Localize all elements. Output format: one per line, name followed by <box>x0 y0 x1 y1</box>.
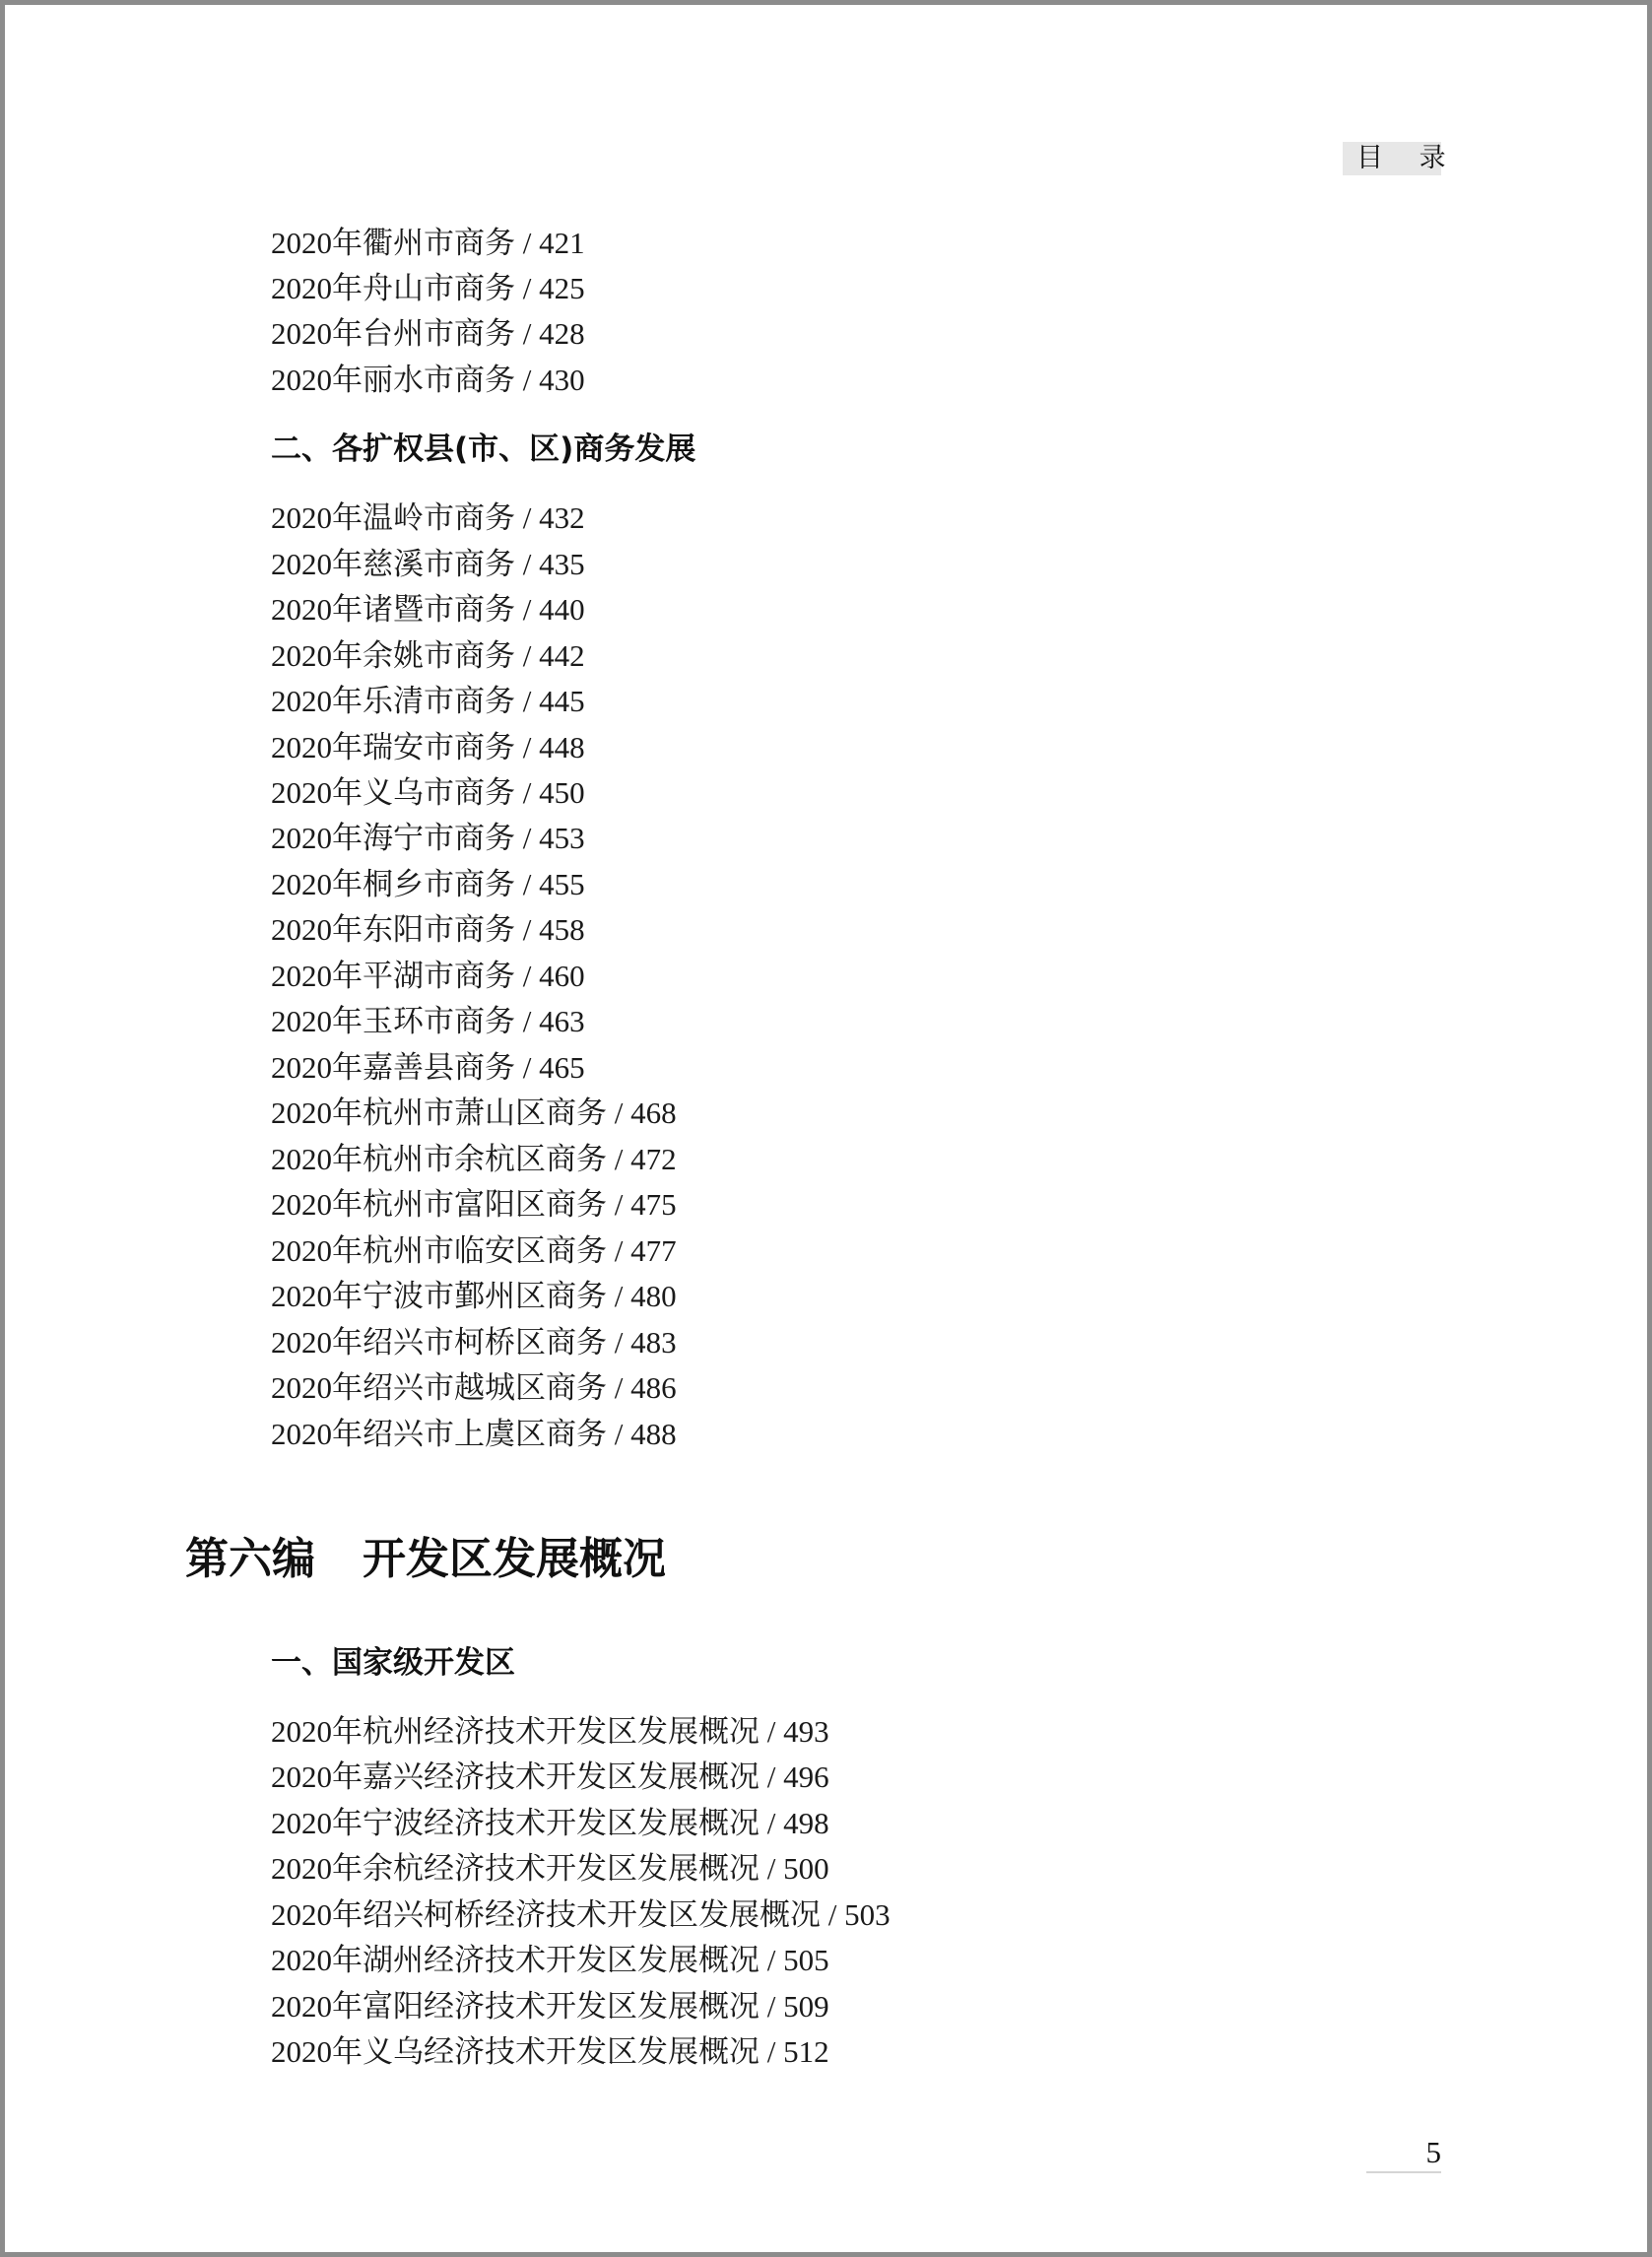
toc-entry: 2020年宁波市鄞州区商务 / 480 <box>271 1279 677 1313</box>
toc-entry: 2020年丽水市商务 / 430 <box>271 363 585 397</box>
toc-entry: 2020年杭州市余杭区商务 / 472 <box>271 1142 677 1176</box>
toc-entry: 2020年东阳市商务 / 458 <box>271 912 585 947</box>
toc-entry: 2020年桐乡市商务 / 455 <box>271 867 585 901</box>
page-number: 5 <box>1425 2135 1441 2169</box>
toc-entry: 2020年慈溪市商务 / 435 <box>271 547 585 581</box>
running-header-contents: 目 录 <box>1343 142 1441 175</box>
toc-entry: 2020年宁波经济技术开发区发展概况 / 498 <box>271 1806 829 1840</box>
part-number: 第六编 <box>185 1534 315 1584</box>
toc-entry: 2020年绍兴柯桥经济技术开发区发展概况 / 503 <box>271 1897 891 1932</box>
toc-entry: 2020年海宁市商务 / 453 <box>271 821 585 855</box>
toc-entry: 2020年富阳经济技术开发区发展概况 / 509 <box>271 1989 829 2024</box>
toc-entry: 2020年义乌经济技术开发区发展概况 / 512 <box>271 2034 829 2069</box>
part-heading <box>185 1530 666 1589</box>
toc-entry: 2020年杭州经济技术开发区发展概况 / 493 <box>271 1714 829 1749</box>
toc-entry: 2020年绍兴市柯桥区商务 / 483 <box>271 1325 677 1360</box>
toc-entry: 2020年乐清市商务 / 445 <box>271 684 585 718</box>
toc-entry: 2020年平湖市商务 / 460 <box>271 959 585 993</box>
section-heading-expanded-counties: 二、各扩权县(市、区)商务发展 <box>271 431 696 467</box>
toc-entry: 2020年绍兴市越城区商务 / 486 <box>271 1370 677 1405</box>
toc-entry: 2020年余杭经济技术开发区发展概况 / 500 <box>271 1851 829 1886</box>
toc-entry: 2020年杭州市富阳区商务 / 475 <box>271 1187 677 1222</box>
toc-entry: 2020年义乌市商务 / 450 <box>271 775 585 810</box>
toc-entry: 2020年温岭市商务 / 432 <box>271 500 585 535</box>
toc-entry: 2020年杭州市萧山区商务 / 468 <box>271 1095 677 1130</box>
toc-entry: 2020年玉环市商务 / 463 <box>271 1004 585 1038</box>
section-heading-national-zones: 一、国家级开发区 <box>271 1645 515 1681</box>
toc-entry: 2020年余姚市商务 / 442 <box>271 638 585 673</box>
toc-entry: 2020年台州市商务 / 428 <box>271 316 585 351</box>
toc-entry: 2020年舟山市商务 / 425 <box>271 271 585 305</box>
toc-entry: 2020年衢州市商务 / 421 <box>271 226 585 260</box>
toc-entry: 2020年嘉兴经济技术开发区发展概况 / 496 <box>271 1759 829 1794</box>
toc-entry: 2020年杭州市临安区商务 / 477 <box>271 1233 677 1268</box>
footer-divider <box>1366 2171 1441 2173</box>
toc-entry: 2020年瑞安市商务 / 448 <box>271 730 585 764</box>
toc-entry: 2020年绍兴市上虞区商务 / 488 <box>271 1417 677 1451</box>
part-title: 开发区发展概况 <box>363 1534 666 1584</box>
toc-entry: 2020年诸暨市商务 / 440 <box>271 592 585 627</box>
toc-entry: 2020年嘉善县商务 / 465 <box>271 1050 585 1085</box>
toc-entry: 2020年湖州经济技术开发区发展概况 / 505 <box>271 1943 829 1977</box>
